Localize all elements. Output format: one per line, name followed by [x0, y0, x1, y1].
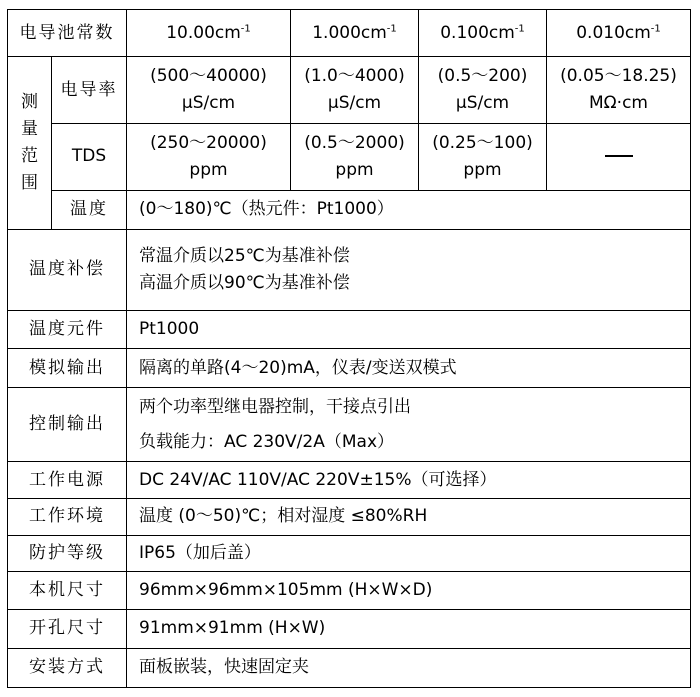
row-label: 温度元件	[8, 310, 127, 348]
row-value: 隔离的单路(4～20)mA，仪表/变送双模式	[127, 348, 691, 387]
temperature-range-value: (0～180)℃（热元件：Pt1000）	[127, 190, 691, 229]
spec-row	[8, 348, 691, 387]
cell-constant-label: 电导池常数	[8, 10, 127, 57]
conductivity-cell-4: (0.05～18.25) MΩ·cm	[547, 57, 691, 124]
header-row	[8, 10, 691, 57]
spec-row	[8, 461, 691, 498]
row-label: 安装方式	[8, 648, 127, 687]
tds-cell-3: (0.25～100) ppm	[419, 123, 547, 190]
row-value: 两个功率型继电器控制，干接点引出 负载能力：AC 230V/2A（Max）	[127, 388, 691, 462]
row-label: 工作环境	[8, 499, 127, 535]
tds-cell-2: (0.5～2000) ppm	[291, 123, 419, 190]
row-value: 面板嵌装，快速固定夹	[127, 648, 691, 687]
row-label: 控制输出	[8, 388, 127, 462]
row-label: 开孔尺寸	[8, 610, 127, 648]
spec-row	[8, 229, 691, 310]
row-label: 温度补偿	[8, 229, 127, 310]
spec-row	[8, 499, 691, 535]
conductivity-cell-3: (0.5～200) μS/cm	[419, 57, 547, 124]
tds-row	[8, 123, 691, 190]
spec-row	[8, 388, 691, 462]
row-label: 本机尺寸	[8, 571, 127, 609]
temperature-label: 温度	[52, 190, 127, 229]
row-label: 模拟输出	[8, 348, 127, 387]
row-label: 防护等级	[8, 535, 127, 571]
row-value: 96mm×96mm×105mm (H×W×D)	[127, 571, 691, 609]
conductivity-cell-2: (1.0～4000) μS/cm	[291, 57, 419, 124]
cell-constant-2: $1.000cm^{-1}$	[291, 10, 419, 57]
spec-row	[8, 610, 691, 648]
spec-row	[8, 571, 691, 609]
row-value: 温度 (0～50)℃；相对湿度 ≤80%RH	[127, 499, 691, 535]
conductivity-label: 电导率	[52, 57, 127, 124]
conductivity-row	[8, 57, 691, 124]
spec-table	[7, 9, 691, 688]
spec-row	[8, 648, 691, 687]
tds-label: TDS	[52, 123, 127, 190]
dash-mark	[605, 155, 633, 157]
tds-cell-1: (250～20000) ppm	[127, 123, 291, 190]
row-value: Pt1000	[127, 310, 691, 348]
cell-constant-4: $0.010cm^{-1}$	[547, 10, 691, 57]
row-label: 工作电源	[8, 461, 127, 498]
conductivity-cell-1: (500～40000) μS/cm	[127, 57, 291, 124]
row-value: 91mm×91mm (H×W)	[127, 610, 691, 648]
cell-constant-1: $10.00cm^{-1}$	[127, 10, 291, 57]
row-value: DC 24V/AC 110V/AC 220V±15%（可选择）	[127, 461, 691, 498]
tds-cell-4-empty	[547, 123, 691, 190]
cell-constant-3: $0.100cm^{-1}$	[419, 10, 547, 57]
temperature-range-row	[8, 190, 691, 229]
spec-row	[8, 535, 691, 571]
row-value: 常温介质以25℃为基准补偿 高温介质以90℃为基准补偿	[127, 229, 691, 310]
row-value: IP65（加后盖）	[127, 535, 691, 571]
spec-row	[8, 310, 691, 348]
measurement-range-label: 测 量 范 围	[8, 57, 52, 230]
